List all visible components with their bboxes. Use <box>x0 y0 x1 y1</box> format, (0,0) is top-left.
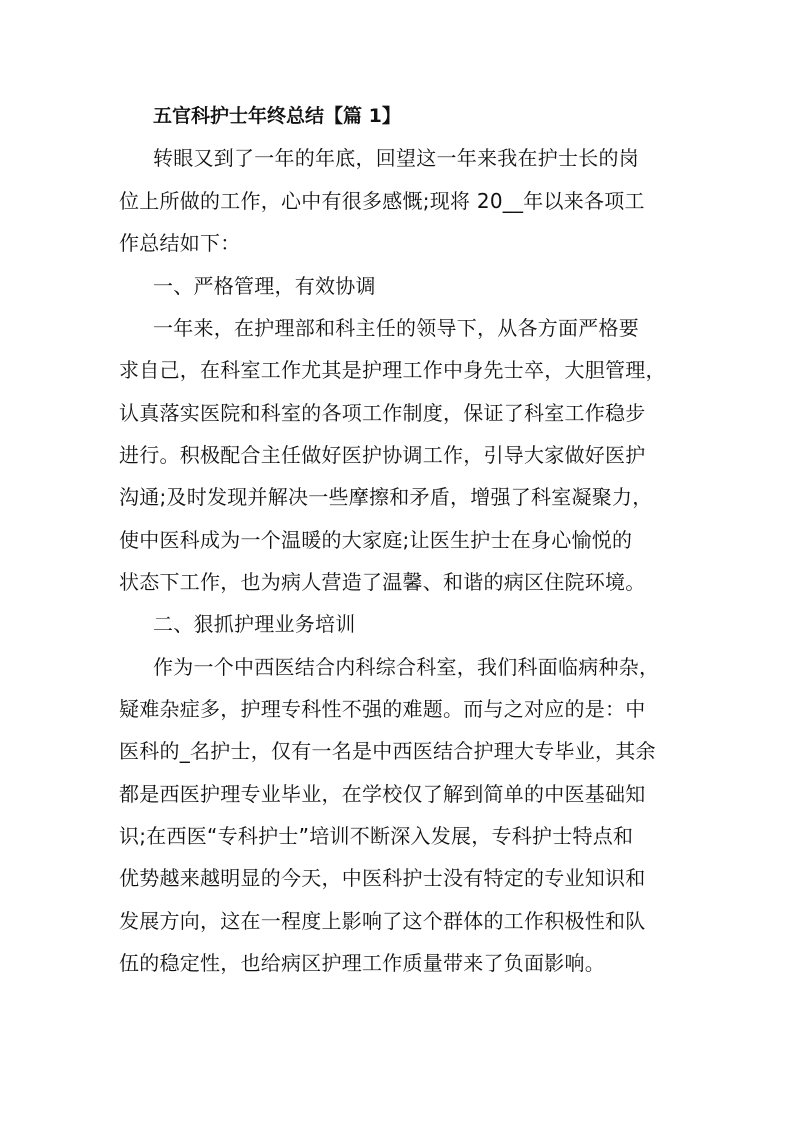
paragraph-line <box>0 477 793 517</box>
paragraph-line <box>0 858 793 898</box>
line-text: 优势越来越明显的今天，中医科护士没有特定的专业知识和 <box>119 866 646 890</box>
line-text: 认真落实医院和科室的各项工作制度，保证了科室工作稳步 <box>119 401 646 425</box>
line-text: 疑难杂症多，护理专科性不强的难题。而与之对应的是：中 <box>119 697 646 721</box>
line-text: 作为一个中西医结合内科综合科室，我们科面临病种杂， <box>153 655 660 679</box>
line-text: 转眼又到了一年的年底，回望这一年来我在护士长的岗 <box>153 146 639 170</box>
paragraph-line <box>0 689 793 729</box>
line-text: 求自己，在科室工作尤其是护理工作中身先士卒，大胆管理， <box>119 358 666 382</box>
paragraph-line <box>0 816 793 856</box>
line-text: 都是西医护理专业毕业，在学校仅了解到简单的中医基础知 <box>119 782 646 806</box>
line-text: 沟通;及时发现并解决一些摩擦和矛盾，增强了科室凝聚力， <box>119 485 653 509</box>
paragraph-line <box>0 647 793 687</box>
section-heading <box>0 266 793 306</box>
paragraph-line <box>0 138 793 178</box>
line-text: 医科的_名护士，仅有一名是中西医结合护理大专毕业，其余 <box>119 739 656 763</box>
paragraph-line <box>0 435 793 475</box>
line-text: 位上所做的工作，心中有很多感慨;现将 20__年以来各项工 <box>119 189 645 213</box>
line-text: 进行。积极配合主任做好医护协调工作，引导大家做好医护 <box>119 443 646 467</box>
paragraph-line <box>0 901 793 941</box>
line-text: 状态下工作，也为病人营造了温馨、和谐的病区住院环境。 <box>119 570 646 594</box>
paragraph-line <box>0 350 793 390</box>
paragraph-line <box>0 943 793 983</box>
line-text: 识;在西医“专科护士”培训不断深入发展，专科护士特点和 <box>119 824 634 848</box>
document-title: 五官科护士年终总结【篇 1】 <box>153 105 401 127</box>
line-text: 发展方向，这在一程度上影响了这个群体的工作积极性和队 <box>119 909 646 933</box>
line-text: 伍的稳定性，也给病区护理工作质量带来了负面影响。 <box>119 951 605 975</box>
paragraph-line <box>0 731 793 771</box>
line-text: 二、狠抓护理业务培训 <box>153 612 356 636</box>
section-heading <box>0 604 793 644</box>
paragraph-line <box>0 308 793 348</box>
paragraph-line <box>0 393 793 433</box>
line-text: 一、严格管理，有效协调 <box>153 274 376 298</box>
line-text: 一年来，在护理部和科主任的领导下，从各方面严格要 <box>153 316 639 340</box>
paragraph-line <box>0 181 793 221</box>
paragraph-line <box>0 520 793 560</box>
paragraph-line <box>0 223 793 263</box>
paragraph-line <box>0 774 793 814</box>
paragraph-line <box>0 562 793 602</box>
line-text: 使中医科成为一个温暖的大家庭;让医生护士在身心愉悦的 <box>119 528 633 552</box>
line-text: 作总结如下： <box>119 231 241 255</box>
